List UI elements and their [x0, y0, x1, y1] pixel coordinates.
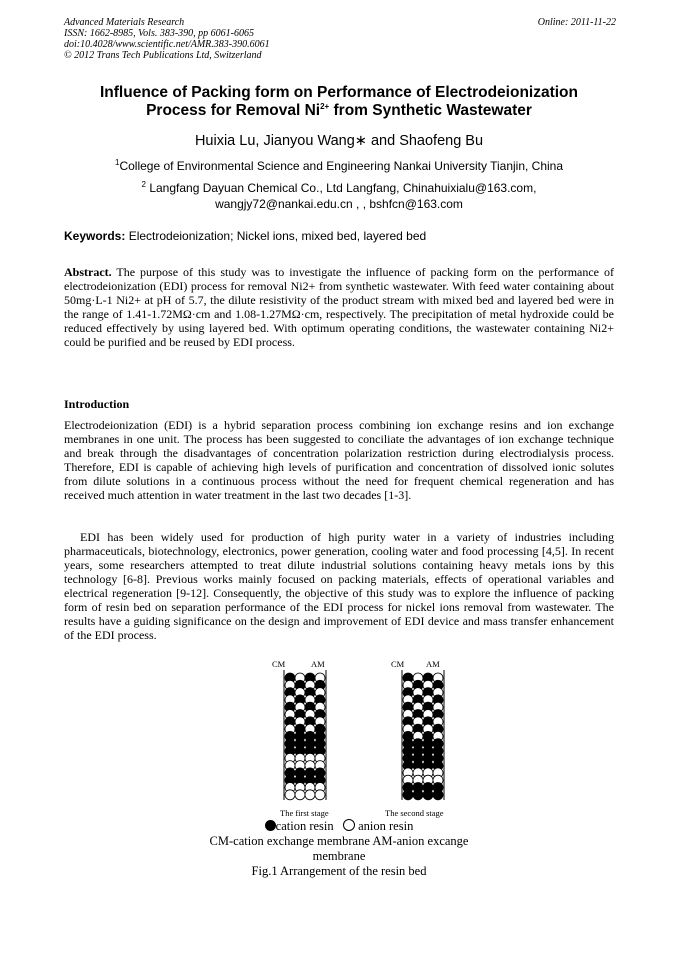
affiliation-2: [0, 180, 678, 212]
cation-resin-icon: [265, 820, 276, 831]
legend-anion-text: anion resin: [358, 819, 414, 833]
anion-resin-bead: [305, 790, 315, 800]
stage-1-label: The first stage: [280, 808, 329, 818]
first-stage-bed: [284, 670, 326, 800]
resin-bed-diagram: [270, 670, 460, 805]
anion-resin-bead: [285, 790, 295, 800]
figure-caption: Fig.1 Arrangement of the resin bed: [251, 864, 427, 878]
second-stage-bed: [402, 670, 444, 800]
title-line-2-post: from Synthetic Wastewater: [329, 102, 532, 119]
affil-2-sup: 2: [141, 180, 146, 189]
am-label-2: AM: [426, 659, 440, 669]
journal-name: Advanced Materials Research: [64, 17, 185, 28]
cation-resin-bead: [413, 790, 423, 800]
cm-label-2: CM: [391, 659, 405, 669]
journal-header: [64, 17, 270, 61]
affil-1-sup: 1: [114, 158, 120, 167]
figure-note-line-1: CM-cation exchange membrane AM-anion excange: [209, 834, 469, 848]
doi-line: doi:10.4028/www.scientific.net/AMR.383-390.6061: [64, 39, 270, 50]
cm-label-1: CM: [272, 659, 286, 669]
figure-legend: [0, 819, 678, 834]
anion-resin-bead: [295, 790, 305, 800]
affiliation-1: [0, 158, 678, 174]
cation-resin-bead: [433, 790, 443, 800]
affil-2-line-2: wangjy72@nankai.edu.cn , , bshfcn@163.com: [215, 197, 463, 211]
cation-resin-bead: [423, 790, 433, 800]
anion-resin-bead: [315, 790, 325, 800]
intro-paragraph-1: Electrodeionization (EDI) is a hybrid separation process combining ion exchange resins and ion exchange membranes in one unit. The process has been suggested to conciliate the advantages of ion exchange technique and break through the disadvantages of concentration polarization restriction during electrodialysis process. Therefore, EDI is capable of achieving high levels of purification and concentration of dissolved ionic solutes from dilute solutions in a continuous process without the need for frequent chemical regeneration and has received much attention in water treatment in the last two decades [1-3].: [64, 418, 614, 502]
stage-2-label: The second stage: [385, 808, 444, 818]
abstract: [64, 265, 614, 349]
keywords-text: Electrodeionization; Nickel ions, mixed bed, layered bed: [125, 229, 427, 243]
issn-line: ISSN: 1662-8985, Vols. 383-390, pp 6061-6065: [64, 28, 254, 39]
intro-paragraph-2: EDI has been widely used for production of high purity water in a variety of industries including pharmaceuticals, biotechnology, electronics, power generation, cooling water and food processing [4,5]. In recent years, some researchers attempted to treat dilute industrial solutions containing heavy metals ions by this technology [6-8]. Previous works mainly focused on packing materials, effects of operational variables and electrical regeneration [9-12]. Consequently, the objective of this study was to explore the influence of packing form of resin bed on separation performance of the EDI process for nickel ions removal from wastewater. The results have a guiding significance on the design and improvement of EDI device and mass transfer enhancement of the EDI process.: [64, 530, 614, 642]
figure-note-line-2: membrane: [312, 849, 366, 863]
abstract-text: The purpose of this study was to investigate the influence of packing form on the performance of electrodeionization (EDI) process for removal Ni2+ from synthetic wastewater. With feed water containing about 50mg·L-1 Ni2+ at pH of 5.7, the dilute resistivity of the product stream with mixed bed and layered bed were in the range of 1.41-1.72MΩ·cm and 1.08-1.27MΩ·cm, respectively. The precipitation of metal hydroxide could be reduced effectively by using layered bed. With optimum operating conditions, the wastewater containing Ni2+ could be purified and be reused by EDI process.: [64, 265, 614, 349]
figure-note: [0, 834, 678, 864]
keywords: [64, 229, 426, 243]
abstract-label: Abstract.: [64, 265, 112, 279]
title-line-2: [70, 102, 608, 120]
affil-1-text: College of Environmental Science and Engineering Nankai University Tianjin, China: [119, 159, 564, 173]
title-line-1: Influence of Packing form on Performance of Electrodeionization: [100, 84, 578, 101]
paper-title: [70, 84, 608, 120]
title-line-2-pre: Process for Removal Ni: [146, 102, 321, 119]
anion-resin-icon: [343, 819, 355, 831]
authors: Huixia Lu, Jianyou Wang∗ and Shaofeng Bu: [194, 133, 484, 149]
online-date: Online: 2011-11-22: [537, 17, 616, 28]
title-sup: 2+: [320, 101, 330, 111]
affil-2-line-1: Langfang Dayuan Chemical Co., Ltd Langfang, Chinahuixialu@163.com,: [146, 181, 537, 195]
copyright-line: © 2012 Trans Tech Publications Ltd, Switzerland: [64, 50, 262, 61]
cation-resin-bead: [403, 790, 413, 800]
legend-cation-text: cation resin: [275, 819, 334, 833]
am-label-1: AM: [311, 659, 325, 669]
keywords-label: Keywords:: [64, 229, 126, 243]
section-heading: Introduction: [64, 397, 130, 411]
